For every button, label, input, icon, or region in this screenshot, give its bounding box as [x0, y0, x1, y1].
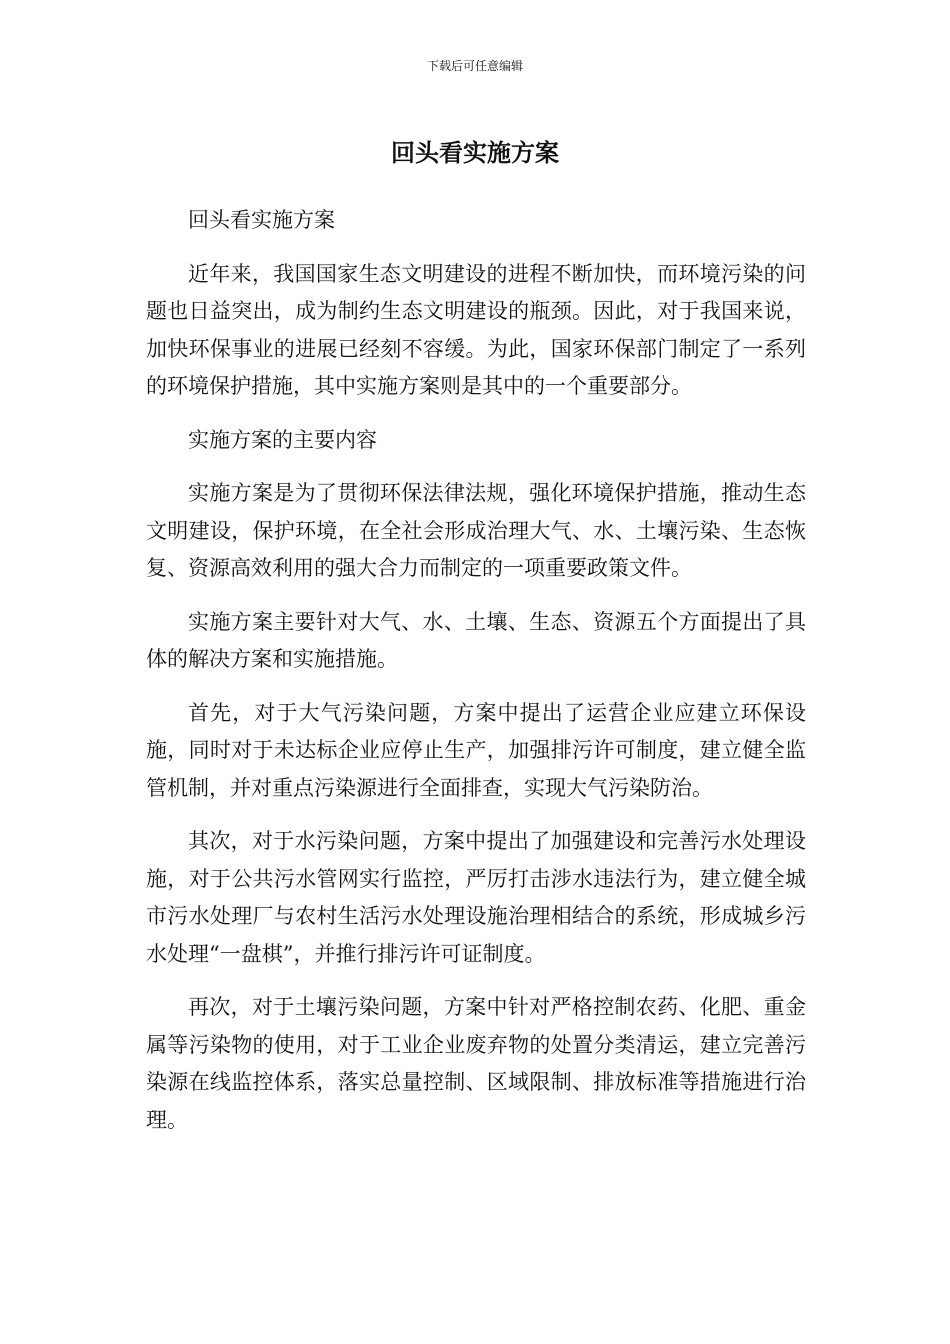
body-paragraph: 实施方案是为了贯彻环保法律法规，强化环境保护措施，推动生态文明建设，保护环境，在全社会形成治理大气、水、土壤污染、生态恢复、资源高效利用的强大合力而制定的一项重要政策文件。 — [146, 481, 806, 580]
body-paragraph: 近年来，我国国家生态文明建设的进程不断加快，而环境污染的问题也日益突出，成为制约生态文明建设的瓶颈。因此，对于我国来说，加快环保事业的进展已经刻不容缓。为此，国家环保部门制定了一系列的环境保护措施，其中实施方案则是其中的一个重要部分。 — [146, 261, 806, 398]
body-paragraph: 其次，对于水污染问题，方案中提出了加强建设和完善污水处理设施，对于公共污水管网实行监控，严厉打击涉水违法行为，建立健全城市污水处理厂与农村生活污水处理设施治理相结合的系统，形成城乡污水处理“一盘棋”，并推行排污许可证制度。 — [146, 829, 806, 966]
body-paragraph: 再次，对于土壤污染问题，方案中针对严格控制农药、化肥、重金属等污染物的使用，对于工业企业废弃物的处置分类清运，建立完善污染源在线监控体系，落实总量控制、区域限制、排放标准等措施进行治理。 — [146, 995, 806, 1132]
body-paragraph: 实施方案主要针对大气、水、土壤、生态、资源五个方面提出了具体的解决方案和实施措施。 — [146, 609, 806, 671]
body-paragraph: 首先，对于大气污染问题，方案中提出了运营企业应建立环保设施，同时对于未达标企业应停止生产，加强排污许可制度，建立健全监管机制，并对重点污染源进行全面排查，实现大气污染防治。 — [146, 700, 806, 800]
section-heading-paragraph: 实施方案的主要内容 — [188, 427, 377, 452]
document-title: 回头看实施方案 — [391, 139, 559, 167]
subtitle-paragraph: 回头看实施方案 — [188, 208, 335, 232]
document-body — [146, 202, 806, 1155]
header-note: 下载后可任意编辑 — [426, 59, 523, 73]
